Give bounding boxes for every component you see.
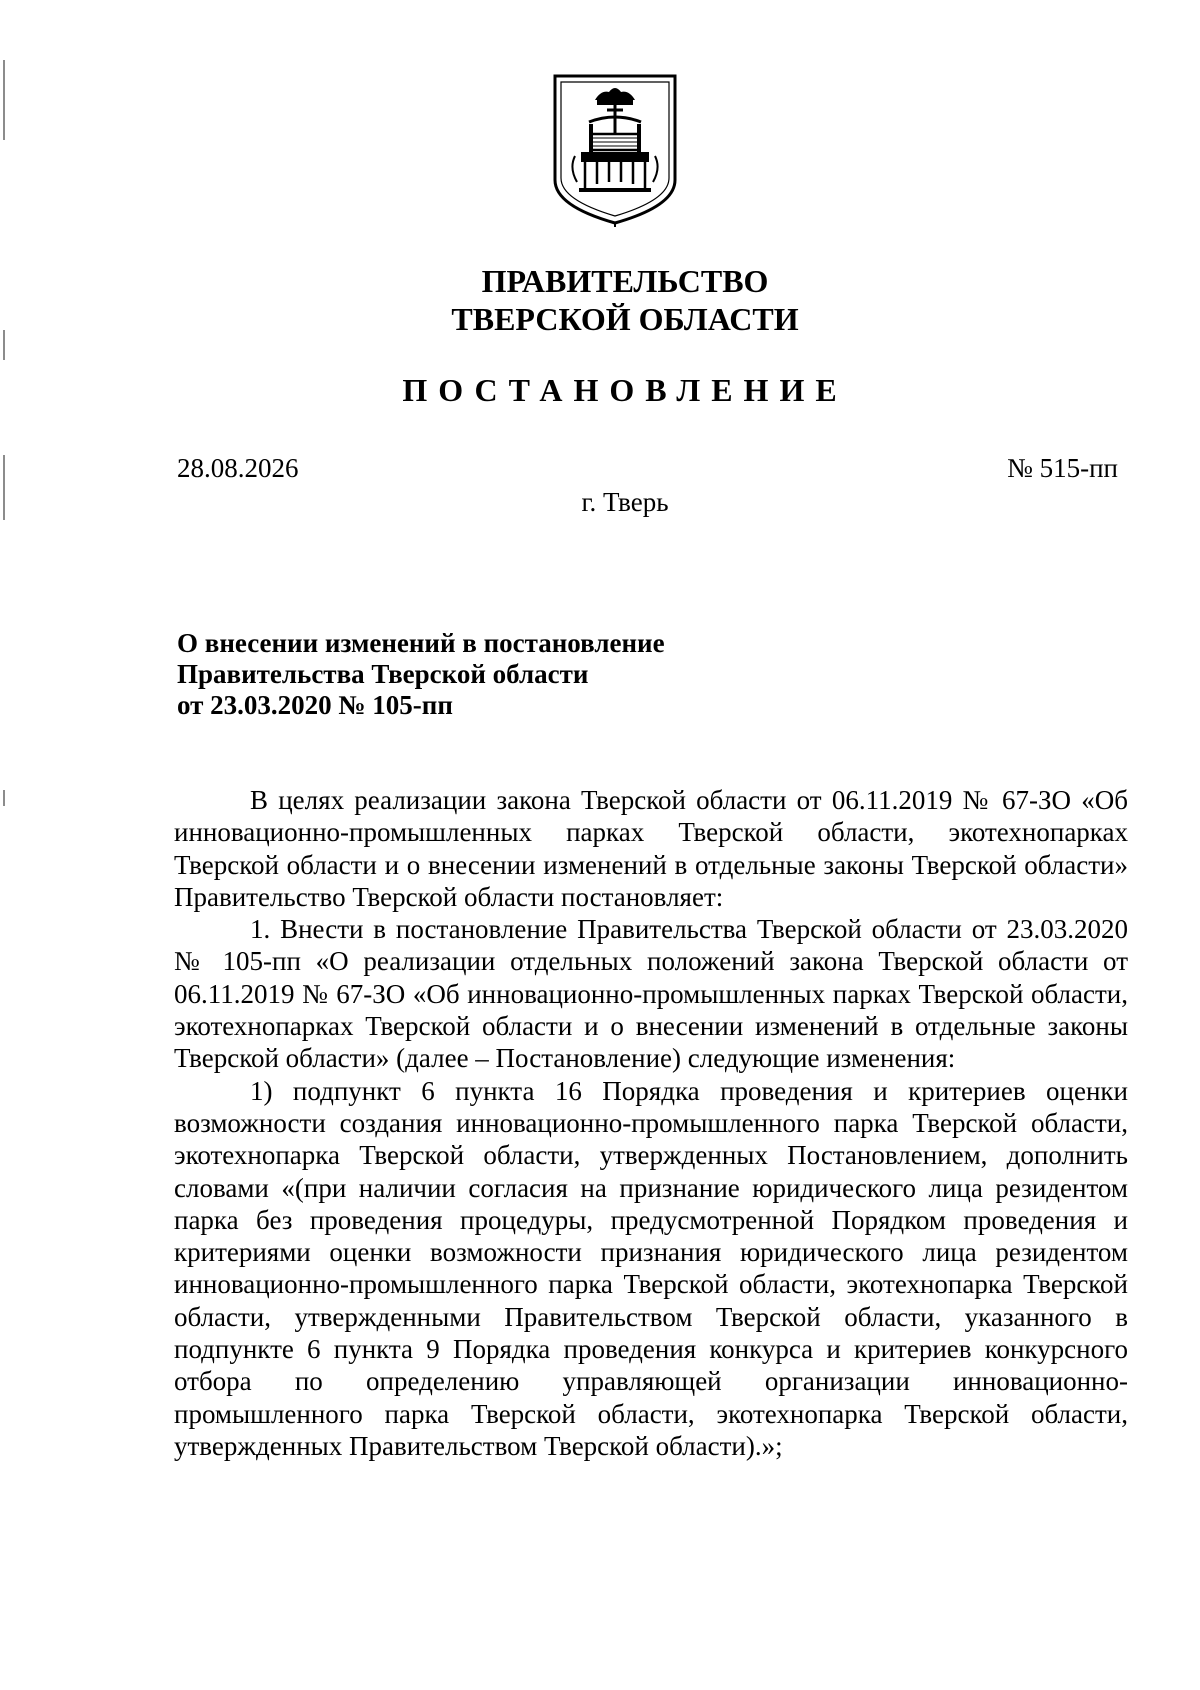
decree-date: 28.08.2026 bbox=[177, 453, 299, 483]
subject-line2: Правительства Тверской области bbox=[177, 659, 589, 689]
government-title bbox=[0, 262, 1200, 338]
body-paragraph-subitem-1: 1) подпункт 6 пункта 16 Порядка проведения и критериев оценки возможности создания инновационно-промышленного парка Тверской области, экотехнопарка Тверской области, утвержденных Постановлением, дополнить словами «(при наличии согласия на признание юридического лица резидентом парка без проведения процедуры, предусмотренной Порядком проведения и критериями оценки возможности признания юридического лица резидентом инновационно-промышленного парка Тверской области, экотехнопарка Тверской области, утвержденными Правительством Тверской области, указанного в подпункте 6 пункта 9 Порядка проведения конкурса и критериев конкурсного отбора по определению управляющей организации инновационно-промышленного парка Тверской области, экотехнопарка Тверской области, утвержденных Правительством Тверской области).»; bbox=[174, 1075, 1128, 1461]
government-title-line2: ТВЕРСКОЙ ОБЛАСТИ bbox=[451, 301, 799, 337]
subject-line3: от 23.03.2020 № 105-пп bbox=[177, 690, 453, 720]
decree-city: г. Тверь bbox=[581, 487, 669, 517]
body-paragraph-item-1: 1. Внести в постановление Правительства Тверской области от 23.03.2020 № 105-пп «О реализации отдельных положений закона Тверской области от 06.11.2019 № 67-ЗО «Об инновационно-промышленных парках Тверской области, экотехнопарках Тверской области и о внесении изменений в отдельные законы Тверской области» (далее – Постановление) следующие изменения: bbox=[174, 914, 1128, 1074]
body-paragraph-preamble: В целях реализации закона Тверской области от 06.11.2019 № 67-ЗО «Об инновационно-промышленных парках Тверской области, экотехнопарках Тверской области и о внесении изменений в отдельные законы Тверской области» Правительство Тверской области постановляет: bbox=[174, 785, 1128, 912]
decree-body bbox=[174, 784, 1128, 1462]
subject-line1: О внесении изменений в постановление bbox=[177, 628, 665, 658]
decree-subject bbox=[177, 628, 797, 721]
government-title-line1: ПРАВИТЕЛЬСТВО bbox=[481, 263, 769, 299]
document-type-title: ПОСТАНОВЛЕНИЕ bbox=[402, 372, 848, 408]
tver-coat-of-arms-icon bbox=[551, 72, 679, 227]
decree-number: № 515-пп bbox=[1007, 453, 1118, 483]
